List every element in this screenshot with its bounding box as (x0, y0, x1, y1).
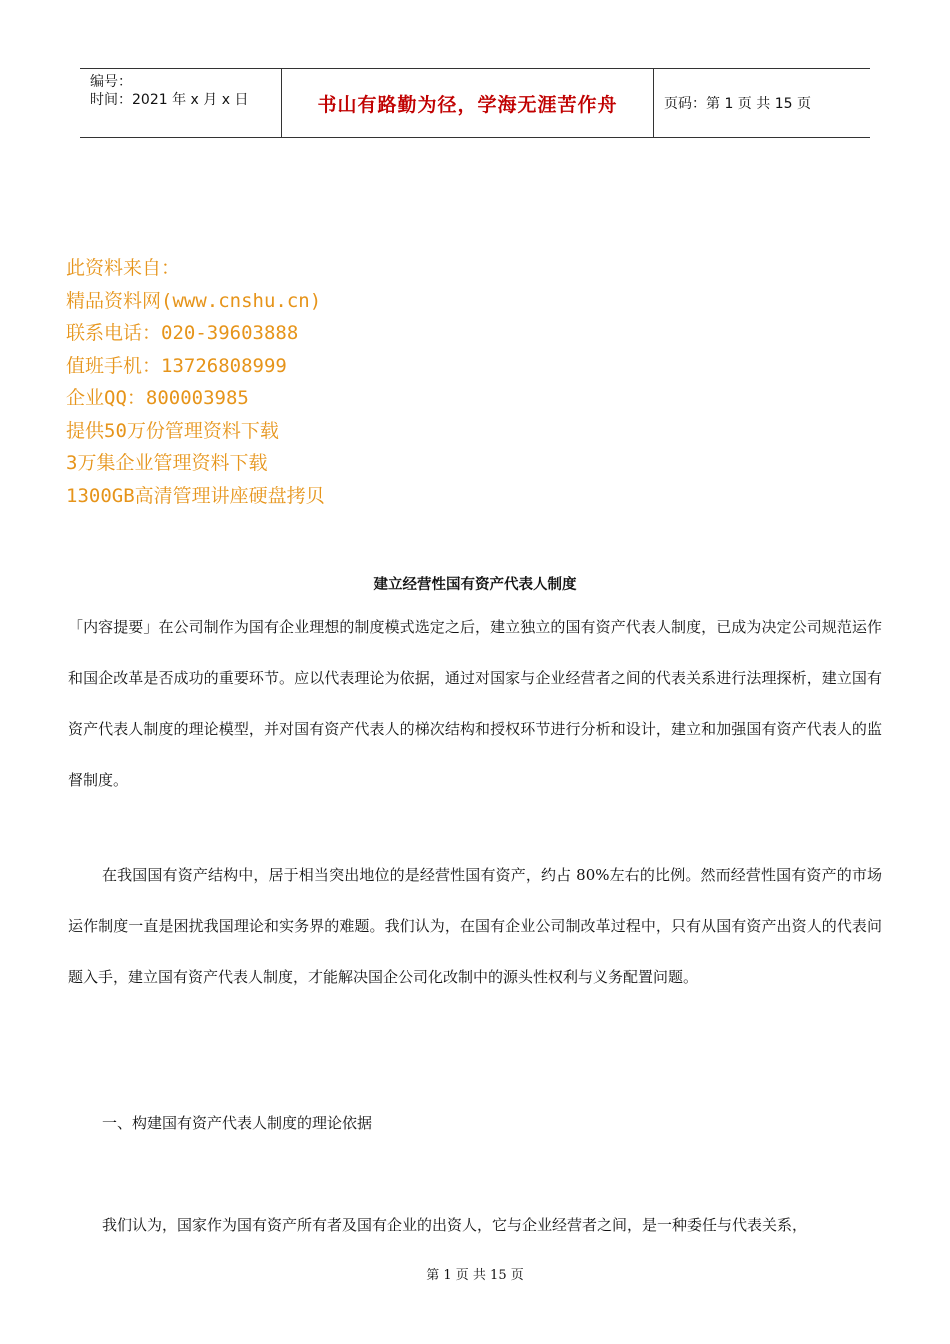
header-page-cell (654, 69, 870, 137)
body-paragraph: 在我国国有资产结构中，居于相当突出地位的是经营性国有资产，约占 80%左右的比例。然而经营性国有资产的市场运作制度一直是困扰我国理论和实务界的难题。我们认为，在国有企业公司制改革过程中，只有从国有资产出资人的代表问题入手，建立国有资产代表人制度，才能解决国企公司化改制中的源头性权利与义务配置问题。 (68, 866, 882, 986)
header-motto-cell (281, 69, 654, 137)
time-label: 时间：2021 年 x 月 x 日 (90, 92, 249, 108)
header-page-info: 页码：第 1 页 共 15 页 (664, 96, 811, 112)
code-label: 编号： (90, 74, 132, 90)
motto-text: 书山有路勤为径，学海无涯苦作舟 (317, 93, 618, 116)
ad-line-source: 此资料来自： (66, 257, 181, 279)
ad-line-phone: 联系电话：020-39603888 (66, 322, 299, 344)
ad-line-offer-1: 提供50万份管理资料下载 (66, 419, 279, 442)
header-table (80, 68, 870, 138)
abstract-paragraph: 「内容提要」在公司制作为国有企业理想的制度模式选定之后，建立独立的国有资产代表人制度，已成为决定公司规范运作和国企改革是否成功的重要环节。应以代表理论为依据，通过对国家与企业经营者之间的代表关系进行法理探析，建立国有资产代表人制度的理论模型，并对国有资产代表人的梯次结构和授权环节进行分析和设计，建立和加强国有资产代表人的监督制度。 (68, 618, 882, 789)
header-meta-cell (80, 69, 281, 137)
ad-line-website: 精品资料网(www.cnshu.cn) (66, 289, 322, 312)
ad-line-mobile: 值班手机：13726808999 (66, 354, 287, 377)
page-footer: 第 1 页 共 15 页 (426, 1268, 524, 1283)
section-heading: 一、构建国有资产代表人制度的理论依据 (102, 1114, 373, 1132)
ad-line-qq: 企业QQ：800003985 (66, 387, 249, 409)
ad-line-offer-2: 3万集企业管理资料下载 (66, 452, 268, 474)
document-title: 建立经营性国有资产代表人制度 (373, 577, 577, 593)
body-paragraph: 我们认为，国家作为国有资产所有者及国有企业的出资人，它与企业经营者之间，是一种委任与代表关系， (102, 1216, 808, 1234)
source-ad-block (66, 252, 325, 512)
ad-line-offer-3: 1300GB高清管理讲座硬盘拷贝 (66, 484, 325, 507)
